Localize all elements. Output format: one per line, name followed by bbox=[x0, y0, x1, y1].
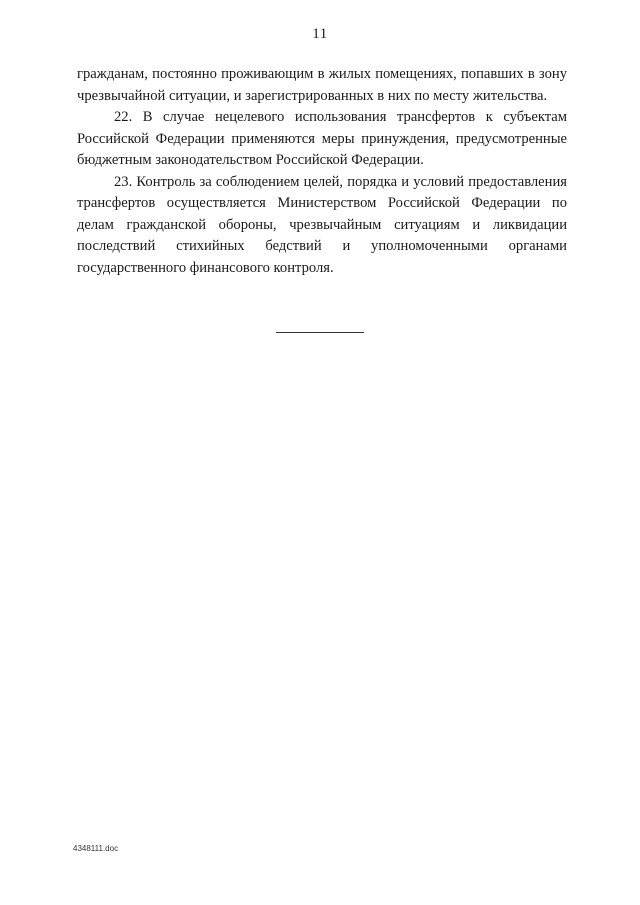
document-body bbox=[77, 64, 567, 279]
file-id: 4348111.doc bbox=[73, 844, 119, 853]
paragraph-22: 22. В случае нецелевого использования трансфертов к субъектам Российской Федерации применяются меры принуждения, предусмотренные бюджетным законодательством Российской Федерации. bbox=[77, 109, 567, 168]
page-number: 11 bbox=[312, 26, 328, 42]
paragraph-23: 23. Контроль за соблюдением целей, порядка и условий предоставления трансфертов осуществляется Министерством Российской Федерации по делам гражданской обороны, чрезвычайным ситуациям и ликвидации последствий стихийных бедствий и уполномоченными органами государственного финансового контроля. bbox=[77, 173, 567, 276]
end-of-document-line bbox=[276, 332, 364, 333]
paragraph-continuation: гражданам, постоянно проживающим в жилых помещениях, попавших в зону чрезвычайной ситуации, и зарегистрированных в них по месту жительства. bbox=[77, 66, 567, 104]
